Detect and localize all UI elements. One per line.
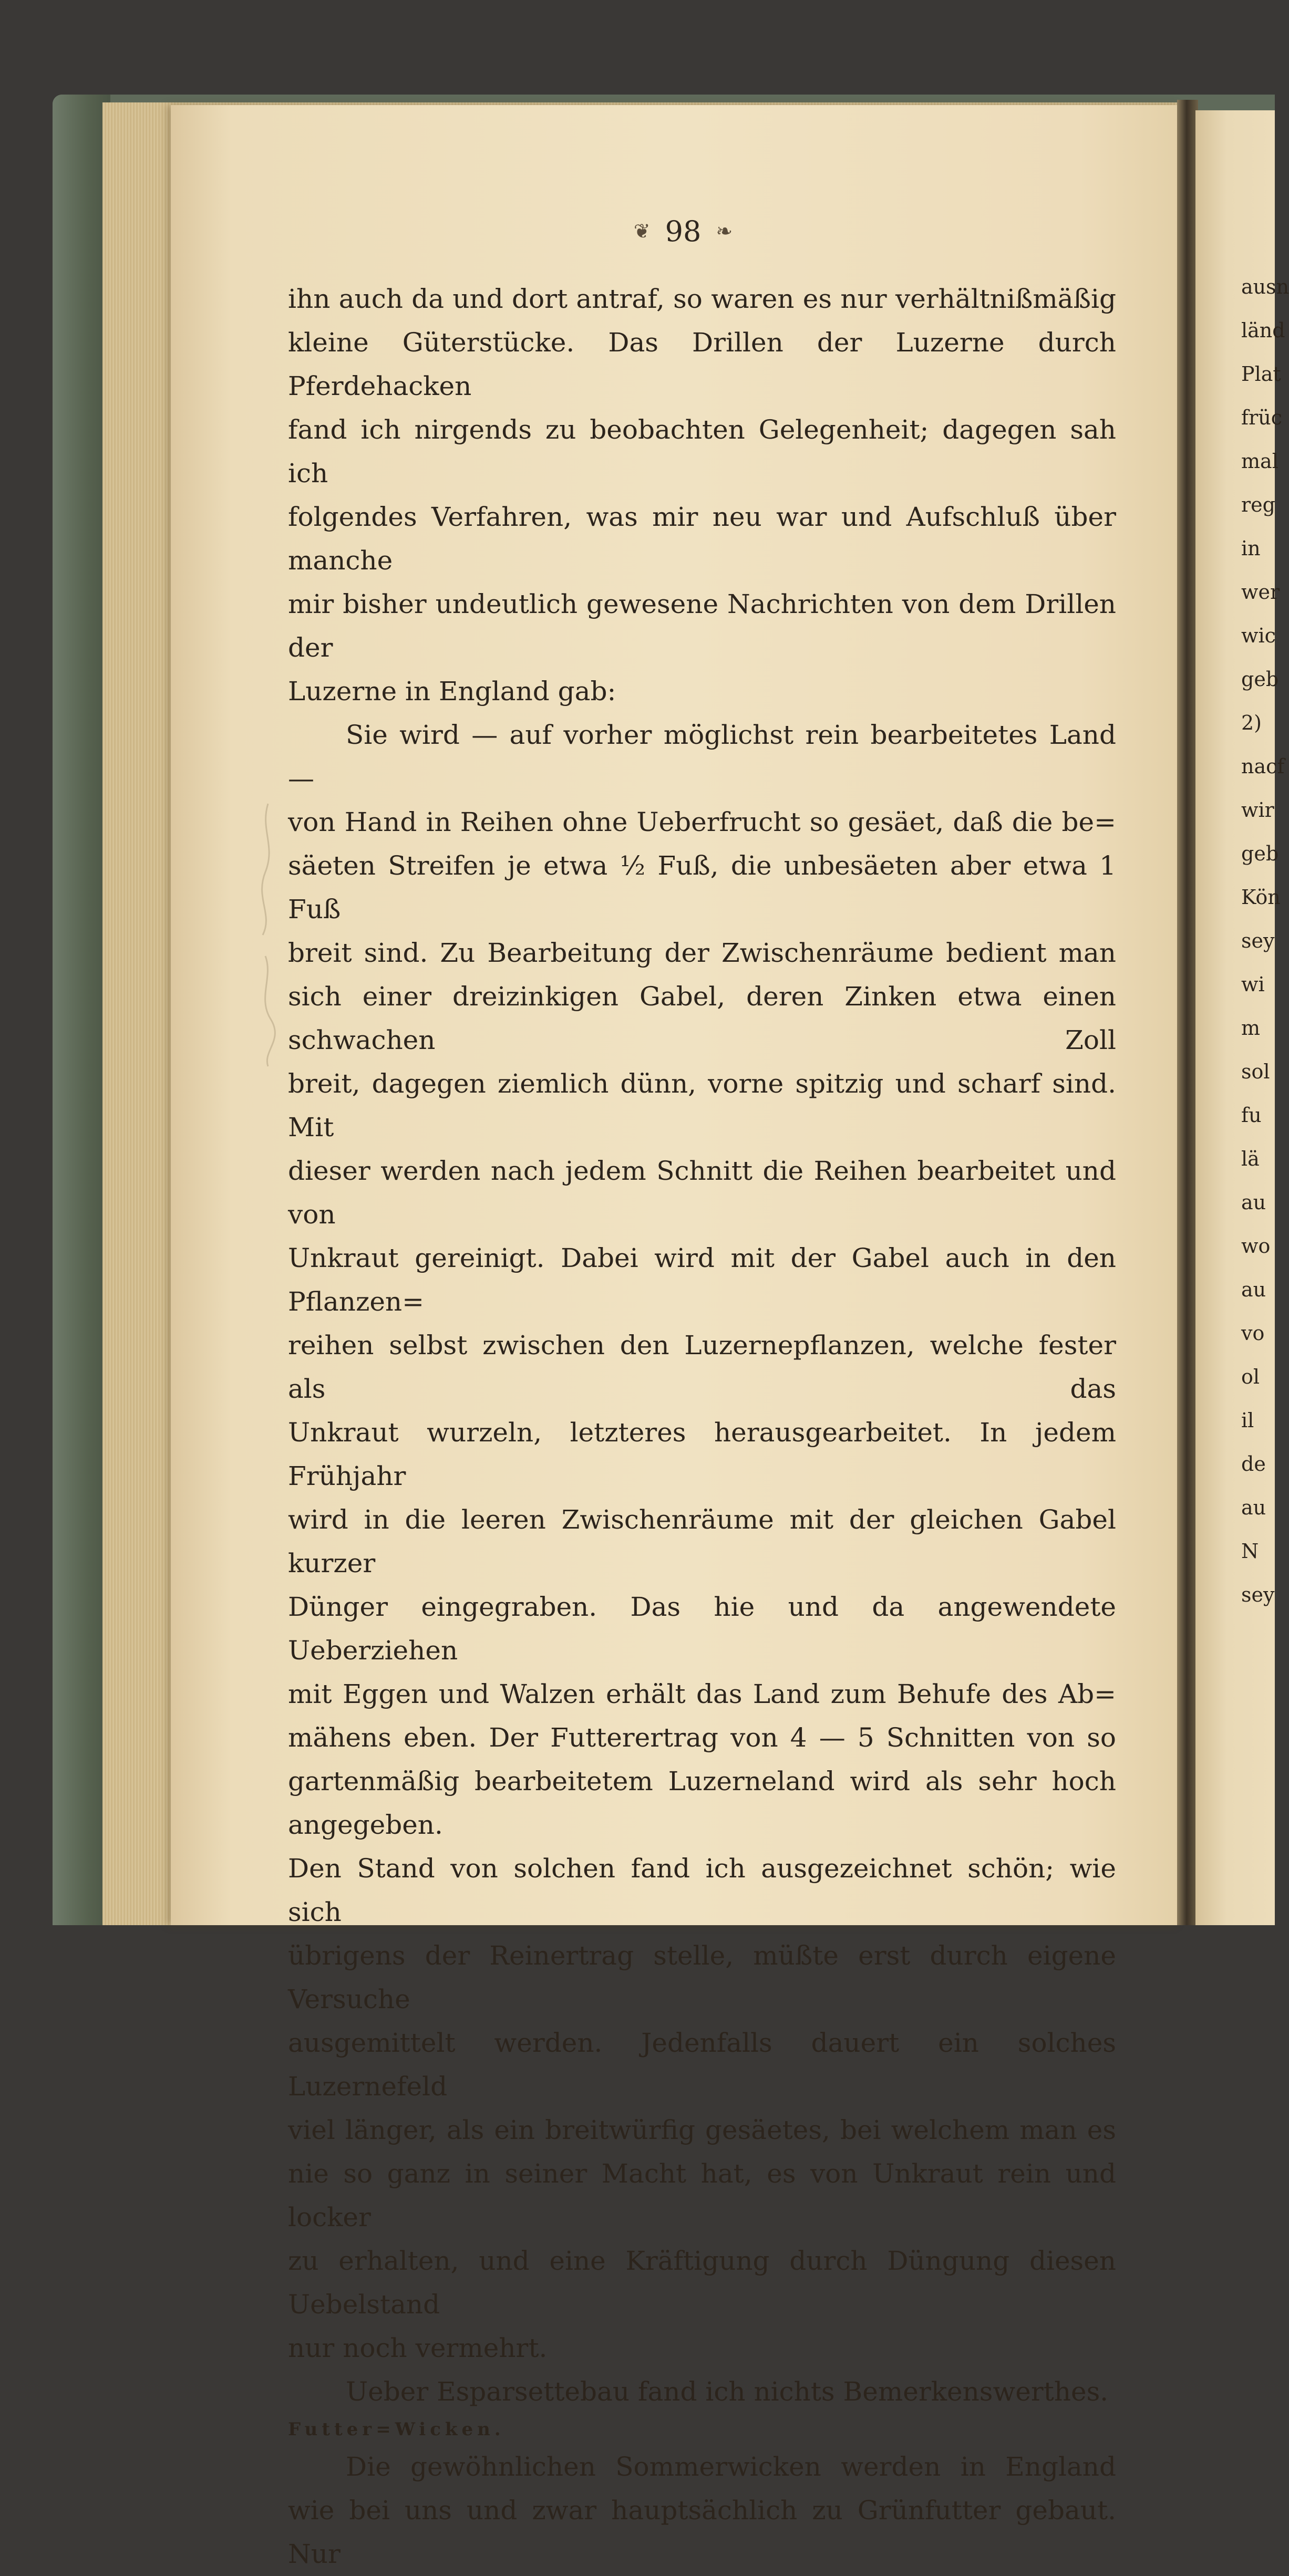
ornament-left-icon: ❦ [633,220,651,243]
paragraph-1 [288,277,1116,713]
facing-page-fragment: länd [1241,319,1285,342]
facing-page-fragment: au [1241,1278,1266,1301]
text-line: zu erhalten, und eine Kräftigung durch Düngung diesen Uebelstand [288,2246,1116,2320]
text-line: Unkraut wurzeln, letzteres herausgearbeitet. In jedem Frühjahr [288,1417,1116,1491]
facing-page-fragment: reg [1241,493,1275,516]
page-number: 98 [665,214,702,248]
facing-page-fragment: il [1241,1409,1254,1432]
text-line: sich einer dreizinkigen Gabel, deren Zinken etwa einen schwachen Zoll [288,981,1116,1055]
text-line: ausgemittelt werden. Jedenfalls dauert ein solches Luzernefeld [288,2028,1116,2102]
text-line: folgendes Verfahren, was mir neu war und Aufschluß über manche [288,502,1116,576]
facing-page-text-fragments [1241,265,1289,1894]
text-line: gartenmäßig bearbeitetem Luzerneland wird als sehr hoch angegeben. [288,1766,1116,1840]
facing-page-fragment: wic [1241,624,1276,647]
text-line: Unkraut gereinigt. Dabei wird mit der Gabel auch in den Pflanzen= [288,1243,1116,1317]
text-line: von Hand in Reihen ohne Ueberfrucht so gesäet, daß die be= [288,807,1116,837]
text-line: ihn auch da und dort antraf, so waren es nur verhältnißmäßig [288,284,1116,314]
facing-page-fragment: sol [1241,1060,1270,1083]
facing-page-fragment: vo [1241,1322,1265,1345]
section-title: Futter=Wicken. [288,2419,505,2440]
facing-page-fragment: mal [1241,450,1278,473]
facing-page-fragment: geb [1241,668,1279,691]
text-line: säeten Streifen je etwa ½ Fuß, die unbesäeten aber etwa 1 Fuß [288,850,1116,925]
text-line: Dünger eingegraben. Das hie und da angewendete Ueberziehen [288,1592,1116,1666]
facing-page-fragment: wo [1241,1234,1271,1258]
facing-page-fragment: Plat [1241,362,1281,386]
facing-page-fragment: fu [1241,1104,1262,1127]
facing-page-fragment: de [1241,1452,1266,1476]
text-line: fand ich nirgends zu beobachten Gelegenheit; dagegen sah ich [288,414,1116,489]
paragraph-3 [288,2370,1116,2414]
text-line: Den Stand von solchen fand ich ausgezeichnet schön; wie sich [288,1853,1116,1927]
text-line: nie so ganz in seiner Macht hat, es von Unkraut rein und locker [288,2158,1116,2232]
text-line: übrigens der Reinertrag stelle, müßte erst durch eigene Versuche [288,1940,1116,2014]
paragraph-4 [288,2445,1116,2576]
facing-page-fragment: m [1241,1016,1261,1040]
paragraph-2 [288,713,1116,2370]
facing-page-fragment: in [1241,537,1261,560]
text-line: breit sind. Zu Bearbeitung der Zwischenräume bedient man [288,938,1116,968]
facing-page-fragment: ausn [1241,275,1289,298]
page-number-header [578,210,788,252]
facing-page-fragment: wir [1241,798,1274,822]
text-line: Sie wird — auf vorher möglichst rein bearbeitetes Land — [288,720,1116,794]
text-line: kleine Güterstücke. Das Drillen der Luzerne durch Pferdehacken [288,327,1116,401]
facing-page-fragment: sey [1241,929,1275,952]
text-line: mähens eben. Der Futterertrag von 4 — 5 Schnitten von so [288,1722,1116,1753]
facing-page-fragment: N [1241,1540,1259,1563]
text-line: Ueber Esparsettebau fand ich nichts Bemerkenswerthes. [346,2376,1109,2407]
text-line: Luzerne in England gab: [288,676,616,707]
text-line: wird in die leeren Zwischenräume mit der gleichen Gabel kurzer [288,1504,1116,1578]
text-line: breit, dagegen ziemlich dünn, vorne spitzig und scharf sind. Mit [288,1068,1116,1142]
facing-page-fragment: 2) [1241,711,1262,734]
pencil-marginalia [247,798,289,1072]
ornament-right-icon: ❧ [716,220,733,243]
text-line: mit Eggen und Walzen erhält das Land zum Behufe des Ab= [288,1679,1116,1709]
facing-page-fragment: au [1241,1496,1266,1519]
text-line: Die gewöhnlichen Sommerwicken werden in England [346,2452,1116,2482]
facing-page-fragment: sey [1241,1583,1275,1606]
facing-page-fragment: au [1241,1191,1266,1214]
facing-page-fragment: nacf [1241,755,1285,778]
text-line: viel länger, als ein breitwürfig gesäetes, bei welchem man es [288,2115,1116,2145]
facing-page-fragment: geb [1241,842,1279,865]
text-line: mir bisher undeutlich gewesene Nachrichten von dem Drillen der [288,589,1116,663]
facing-page-fragment: lä [1241,1147,1260,1170]
book-cover-edge [53,95,110,1925]
text-line: dieser werden nach jedem Schnitt die Reihen bearbeitet und von [288,1156,1116,1230]
facing-page-fragment: Kön [1241,886,1281,909]
page-text [288,277,1116,2569]
facing-page-fragment: wi [1241,973,1265,996]
text-line: reihen selbst zwischen den Luzernepflanzen, welche fester als das [288,1330,1116,1404]
facing-page-fragment: früc [1241,406,1282,429]
facing-page-fragment: ol [1241,1365,1260,1388]
facing-page-fragment: wer [1241,580,1280,604]
text-line: nur noch vermehrt. [288,2333,548,2363]
book-gutter [1177,100,1198,1925]
text-line: wie bei uns und zwar hauptsächlich zu Grünfutter gebaut. Nur [288,2495,1116,2569]
